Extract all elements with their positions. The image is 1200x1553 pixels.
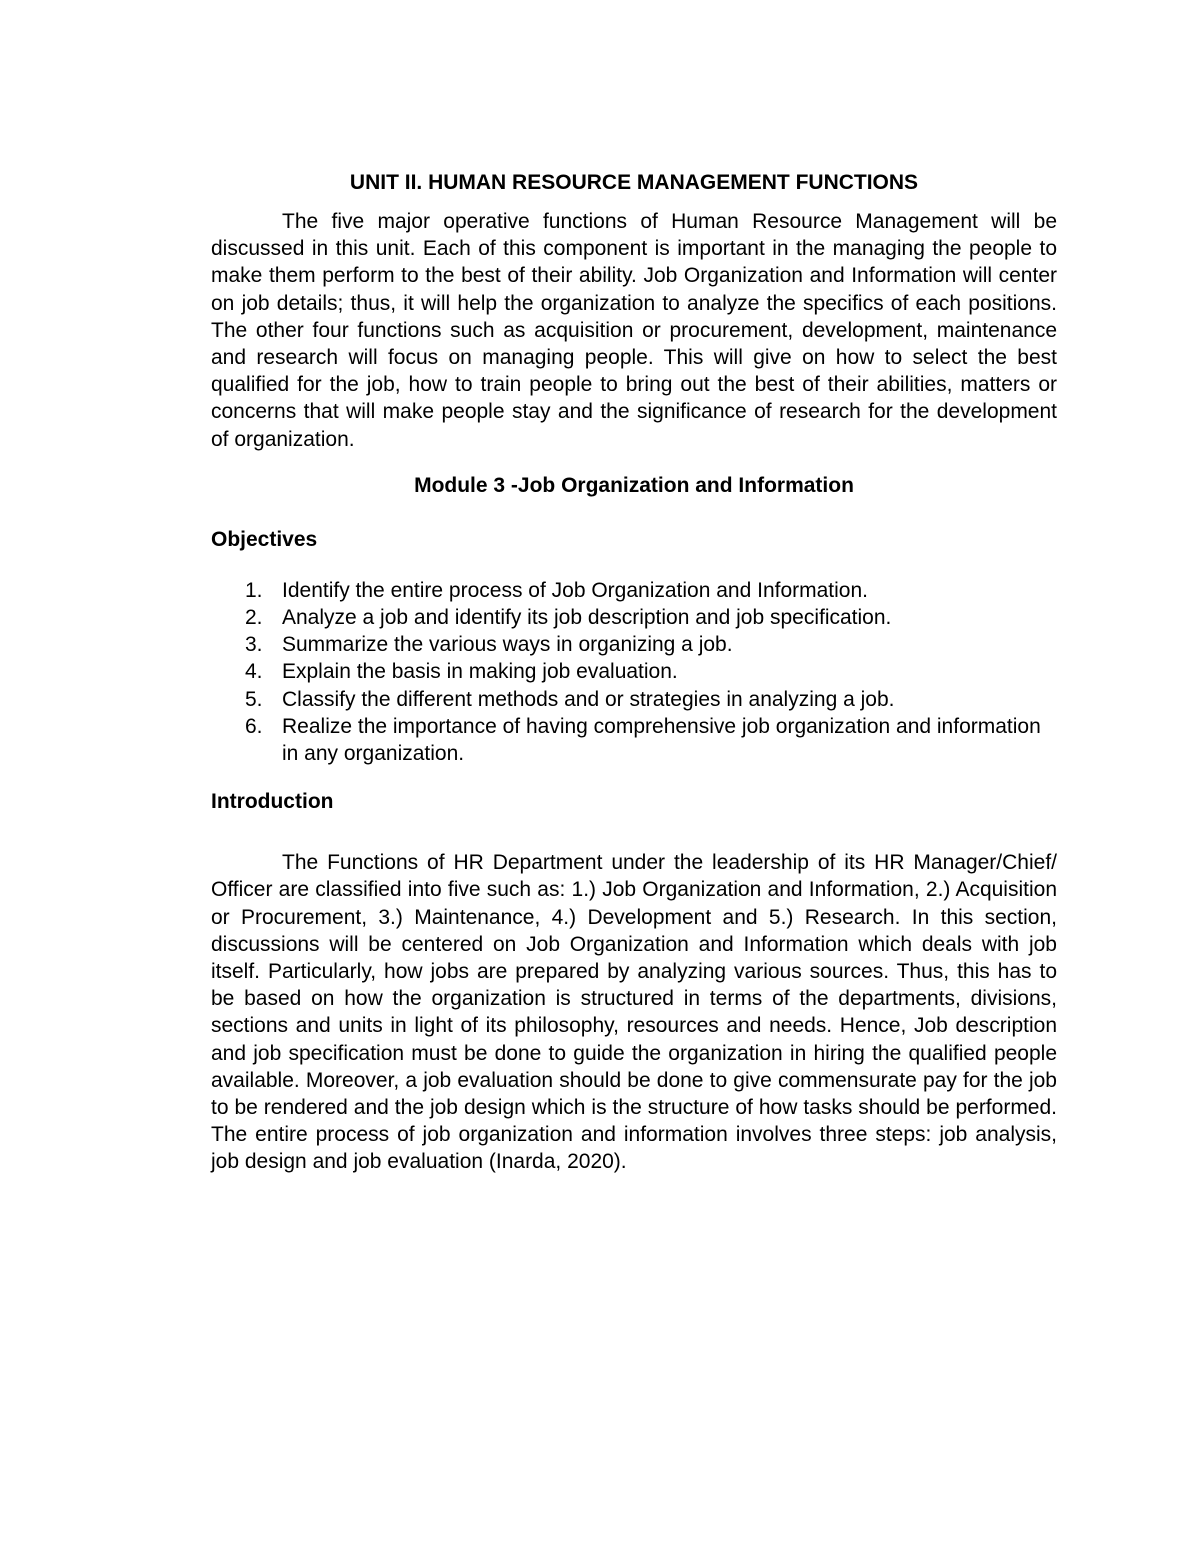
objectives-list (211, 577, 1057, 767)
objective-item (211, 658, 1057, 685)
objective-item (211, 713, 1057, 767)
objective-text: Classify the different methods and or strategies in analyzing a job. (282, 687, 895, 711)
objective-text: Identify the entire process of Job Organization and Information. (282, 578, 869, 602)
objective-number: 5. (245, 687, 263, 711)
objective-item (211, 604, 1057, 631)
objective-number: 4. (245, 660, 263, 684)
objectives-heading: Objectives (211, 527, 318, 551)
unit-intro-paragraph: The five major operative functions of Human Resource Management will be discussed in this unit. Each of this component is important in the managing the people to make them perform to the best of their ability. Job Organization and Information will center on job details; thus, it will help the organization to analyze the specifics of each positions. The other four functions such as acquisition or procurement, development, maintenance and research will focus on managing people. This will give on how to select the best qualified for the job, how to train people to bring out the best of their abilities, matters or concerns that will make people stay and the significance of research for the development of organization. (211, 210, 1057, 451)
objective-item (211, 686, 1057, 713)
objective-text: Realize the importance of having comprehensive job organization and information in any organization. (282, 714, 1041, 766)
objective-number: 1. (245, 578, 263, 602)
introduction-paragraph: The Functions of HR Department under the leadership of its HR Manager/Chief/ Officer are classified into five such as: 1.) Job Organization and Information, 2.) Acquisition or Procurement, 3.) Maintenance, 4.) Development and 5.) Research. In this section, discussions will be centered on Job Organization and Information which deals with job itself. Particularly, how jobs are prepared by analyzing various sources. Thus, this has to be based on how the organization is structured in terms of the departments, divisions, sections and units in light of its philosophy, resources and needs. Hence, Job description and job specification must be done to guide the organization in hiring the qualified people available. Moreover, a job evaluation should be done to give commensurate pay for the job to be rendered and the job design which is the structure of how tasks should be performed. The entire process of job organization and information involves three steps: job analysis, job design and job evaluation (Inarda, 2020). (211, 851, 1057, 1174)
objective-item (211, 577, 1057, 604)
introduction-heading: Introduction (211, 790, 334, 814)
objective-number: 3. (245, 633, 263, 657)
document-page (211, 168, 1057, 1176)
module-title: Module 3 -Job Organization and Information (414, 473, 854, 497)
objective-text: Explain the basis in making job evaluation. (282, 660, 678, 684)
objective-item (211, 631, 1057, 658)
objective-number: 2. (245, 606, 263, 630)
objective-text: Summarize the various ways in organizing a job. (282, 633, 733, 657)
unit-title: UNIT II. HUMAN RESOURCE MANAGEMENT FUNCTIONS (349, 171, 919, 194)
objective-number: 6. (245, 714, 263, 738)
objective-text: Analyze a job and identify its job description and job specification. (282, 606, 892, 630)
